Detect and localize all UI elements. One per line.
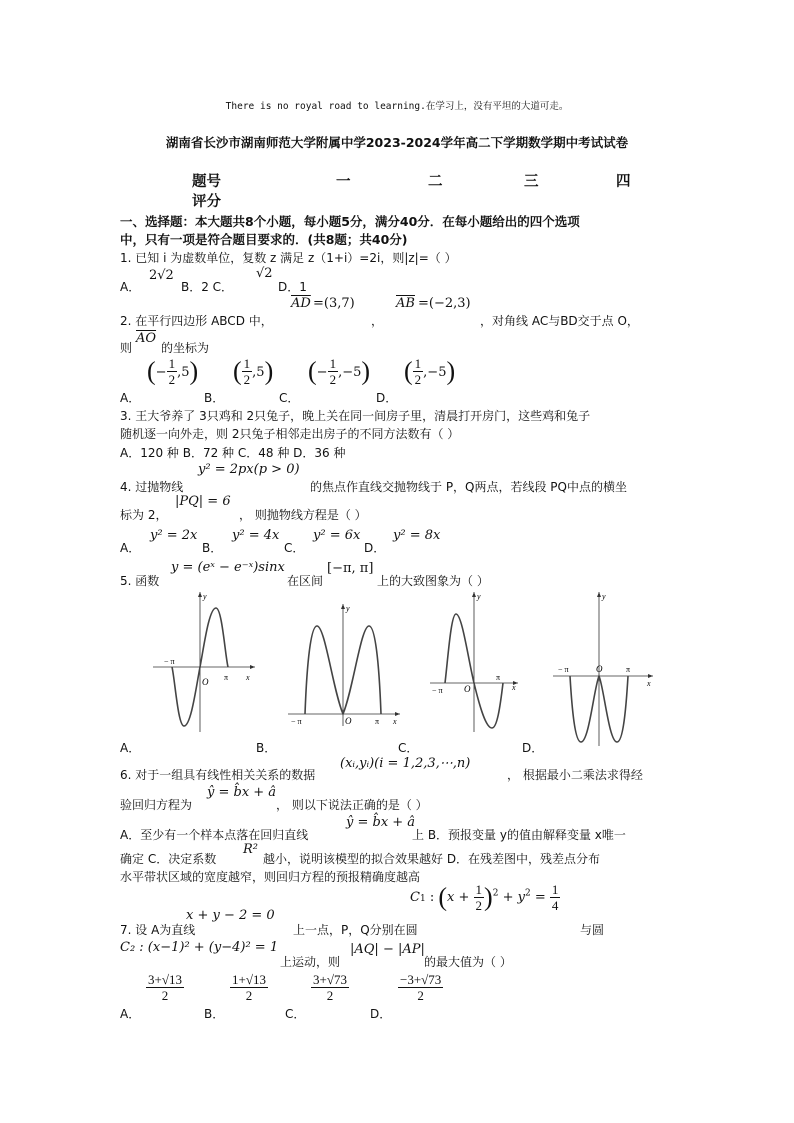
- graph-d-origin: O: [596, 664, 603, 674]
- q6-line2-post: ， 则以下说法正确的是（ ）: [276, 798, 428, 812]
- q4-option-c-eq: y² = 6x: [313, 528, 361, 543]
- q1-option-d: D．1: [278, 280, 307, 294]
- q3-line2: 随机逐一向外走，则 2只兔子相邻走出房子的不同方法数有（ ）: [120, 427, 460, 441]
- q4-curve: y² = 2px(p > 0): [198, 462, 300, 477]
- score-table-row2-label: 评分: [192, 194, 221, 210]
- graph-b-x-label: x: [393, 717, 397, 726]
- q6-pre: 6. 对于一组具有线性相关关系的数据: [120, 768, 316, 782]
- graph-c-neg-pi: − π: [432, 686, 443, 695]
- q7-line-eq: x + y − 2 = 0: [186, 908, 275, 923]
- q2-option-a-math: (− $\frac{1}{2}$ ,5): [147, 356, 199, 387]
- q2-comma: ，: [371, 314, 384, 328]
- q6-line2-pre: 验回归方程为: [120, 798, 193, 812]
- q7-d-num: −3+√73: [400, 972, 442, 987]
- q4-option-a-label: A．: [120, 541, 141, 555]
- q2-option-c-math: (− $\frac{1}{2}$ ,−5): [308, 356, 371, 387]
- q7-b-num: 1+√13: [232, 972, 266, 987]
- graph-a-pi: π: [224, 673, 229, 682]
- q7-d-den: 2: [417, 988, 424, 1003]
- graph-a-origin: O: [202, 677, 209, 687]
- q6-line3-post: 上 B．预报变量 y的值由解释变量 x唯一: [412, 828, 626, 842]
- graph-c-pi: π: [496, 673, 501, 682]
- q1-stem: 1. 已知 i 为虚数单位，复数 z 满足 z（1+i）=2i，则|z|=（ ）: [120, 251, 457, 265]
- section1-line1: 一、选择题：本大题共8个小题，每小题5分，满分40分．在每小题给出的四个选项: [120, 214, 580, 229]
- q5-interval: [−π, π]: [327, 561, 374, 576]
- q7-option-b-label: B．: [204, 1007, 225, 1021]
- graph-c-origin: O: [464, 684, 471, 694]
- exam-title: 湖南省长沙市湖南师范大学附属中学2023-2024学年高二下学期数学期中考试试卷: [165, 135, 629, 150]
- q5-post: 上的大致图象为（ ）: [377, 574, 489, 588]
- q6-data-expr: (xᵢ,yᵢ)(i = 1,2,3,⋯,n): [340, 756, 471, 771]
- q4-pre: 4. 过抛物线: [120, 480, 184, 494]
- q5-option-d-label: D．: [522, 741, 544, 755]
- q5-graph-b: [285, 600, 405, 728]
- q7-a-num: 3+√13: [148, 972, 182, 987]
- q5-pre: 5. 函数: [120, 574, 160, 588]
- q2-option-b-label: B．: [204, 391, 225, 405]
- q2-pre: 2. 在平行四边形 ABCD 中，: [120, 314, 273, 328]
- q1-option-c-math: √2: [256, 266, 273, 281]
- page-motto: There is no royal road to learning.在学习上，没有平坦的大道可走。: [225, 101, 569, 112]
- q7-option-c-label: C．: [285, 1007, 306, 1021]
- q7-option-c-frac: [311, 972, 349, 1003]
- graph-a-neg-pi: − π: [164, 657, 175, 666]
- q6-r-squared: R²: [243, 842, 258, 857]
- graph-a-y-label: y: [203, 592, 207, 601]
- q3-options: A．120 种 B．72 种 C．48 种 D．36 种: [120, 446, 346, 460]
- q3-line1: 3. 王大爷养了 3只鸡和 2只兔子，晚上关在同一间房子里，清晨打开房门，这些鸡和兔子: [120, 409, 591, 423]
- q7-option-d-label: D．: [370, 1007, 392, 1021]
- graph-a-x-label: x: [246, 673, 250, 682]
- q2-vec-ao: $\overline{AO}$: [136, 331, 157, 346]
- q5-option-a-label: A．: [120, 741, 141, 755]
- score-table-row1-label: 题号: [192, 174, 221, 190]
- q4-option-b-label: B．: [202, 541, 223, 555]
- q7-c-den: 2: [326, 988, 334, 1003]
- section1-line2: 中，只有一项是符合题目要求的．(共8题；共40分): [120, 232, 408, 247]
- q6-line3-pre: A．至少有一个样本点落在回归直线: [120, 828, 309, 842]
- q4-option-b-eq: y² = 4x: [232, 528, 280, 543]
- q2-vec-ab: $\overline{AB}$: [396, 296, 415, 311]
- q7-b-den: 2: [245, 988, 253, 1003]
- graph-b-origin: O: [345, 716, 352, 726]
- q2-line2-pre: 则: [120, 341, 133, 355]
- q4-post: 的焦点作直线交抛物线于 P，Q两点，若线段 PQ中点的横坐: [310, 480, 627, 494]
- q7-pre: 7. 设 A为直线: [120, 923, 196, 937]
- q7-c-num: 3+√73: [313, 972, 347, 987]
- q7-post: 与圆: [580, 923, 605, 937]
- q7-option-a-frac: [146, 972, 184, 1003]
- q6-post: ， 根据最小二乘法求得经: [507, 768, 643, 782]
- q4-option-a-eq: y² = 2x: [150, 528, 198, 543]
- score-table-col1: 一: [336, 174, 351, 190]
- q4-option-c-label: C．: [284, 541, 305, 555]
- q2-option-b-math: ( $\frac{1}{2}$ ,5): [233, 356, 274, 387]
- q7-option-a-label: A．: [120, 1007, 141, 1021]
- q7-circle-c1: C1 : (x + $\frac{1}{2}$ )$^2 + y^2$ = $\frac{1}{4}$: [410, 882, 559, 913]
- graph-c-x-label: x: [512, 683, 516, 692]
- q4-option-d-label: D．: [364, 541, 386, 555]
- q7-a-den: 2: [161, 988, 169, 1003]
- q7-line2-mid: 上运动，则: [280, 955, 341, 969]
- q2-ab-value: =(−2,3): [418, 296, 471, 311]
- q7-option-d-frac: [398, 972, 443, 1003]
- q7-diff: |AQ| − |AP|: [350, 942, 425, 957]
- graph-d-x-label: x: [647, 679, 651, 688]
- q2-line2-post: 的坐标为: [161, 341, 210, 355]
- q2-vec-ad: $\overline{AD}$: [291, 296, 311, 311]
- q5-option-c-label: C．: [398, 741, 419, 755]
- q6-line4-post: 越小，说明该模型的拟合效果越好 D．在残差图中，残差点分布: [263, 852, 601, 866]
- q5-graph-a: [150, 588, 260, 734]
- q6-regression: ŷ = b̂x + â: [207, 785, 277, 800]
- q7-line2-post: 的最大值为（ ）: [424, 955, 512, 969]
- q2-ad-value: =(3,7): [313, 296, 355, 311]
- q5-graph-d: [550, 588, 660, 748]
- q4-line2-pre: 标为 2，: [120, 508, 168, 522]
- q2-post: ，对角线 AC与BD交于点 O，: [480, 314, 639, 328]
- q6-line4-pre: 确定 C．决定系数: [120, 852, 217, 866]
- q5-graph-c: [428, 588, 524, 734]
- q1-option-bc-label: B．2 C．: [181, 280, 234, 294]
- graph-d-neg-pi: − π: [558, 665, 569, 674]
- score-table-col4: 四: [616, 174, 631, 190]
- q7-circle-c2: C₂ : (x−1)² + (y−4)² = 1: [120, 940, 279, 955]
- q5-option-b-label: B．: [256, 741, 277, 755]
- graph-b-neg-pi: − π: [291, 717, 302, 726]
- graph-b-pi: π: [375, 717, 380, 726]
- graph-d-pi: π: [626, 665, 631, 674]
- score-table-col3: 三: [524, 174, 539, 190]
- graph-b-y-label: y: [346, 604, 350, 613]
- q5-function: y = (eˣ − e⁻ˣ)sinx: [171, 560, 285, 575]
- q7-mid: 上一点，P，Q分别在圆: [293, 923, 418, 937]
- q4-pq: |PQ| = 6: [175, 494, 231, 509]
- q2-option-c-label: C．: [279, 391, 300, 405]
- q2-option-d-label: D．: [376, 391, 398, 405]
- score-table-col2: 二: [428, 174, 443, 190]
- q7-option-b-frac: [230, 972, 268, 1003]
- q5-mid: 在区间: [287, 574, 324, 588]
- q4-line2-post: ， 则抛物线方程是（ ）: [239, 508, 367, 522]
- q1-option-a-label: A．: [120, 280, 141, 294]
- q4-option-d-eq: y² = 8x: [393, 528, 441, 543]
- graph-c-y-label: y: [477, 592, 481, 601]
- q1-option-a-math: 2√2: [149, 268, 174, 283]
- q2-option-a-label: A．: [120, 391, 141, 405]
- graph-d-y-label: y: [602, 592, 606, 601]
- q6-line5: 水平带状区域的宽度越窄，则回归方程的预报精确度越高: [120, 870, 421, 884]
- q2-option-d-math: ( $\frac{1}{2}$ ,−5): [404, 356, 456, 387]
- q6-regression-2: ŷ = b̂x + â: [346, 815, 416, 830]
